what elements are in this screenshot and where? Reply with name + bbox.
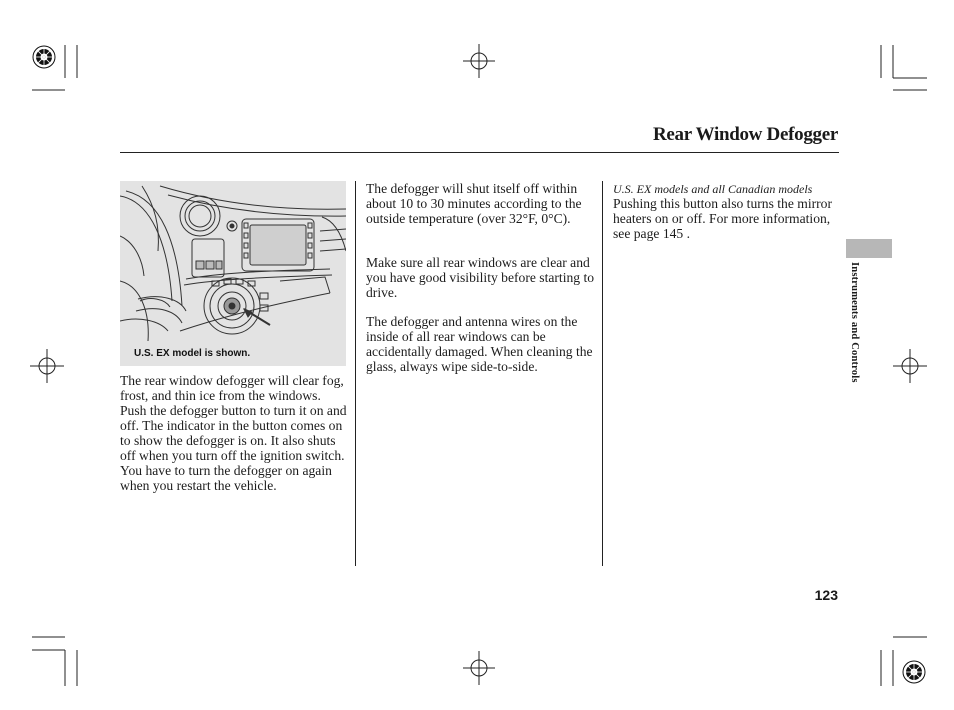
registration-target-top-left [33,46,55,68]
body-paragraph-wire-care: The defogger and antenna wires on the inside of all rear windows can be accidentally damaged. When cleaning the glass, always wipe side-to-side. [366,314,593,374]
body-paragraph-mirror-heaters: Pushing this button also turns the mirror heaters on or off. For more information, see page 145 . [613,196,833,241]
model-note-heading: U.S. EX models and all Canadian models [613,182,813,196]
body-paragraph-auto-shutoff: The defogger will shut itself off within about 10 to 30 minutes according to the outside temperature (over 32°F, 0°C). [366,181,582,226]
section-tab [846,239,892,258]
page-number: 123 [814,587,838,603]
title-rule [120,152,839,153]
figure-caption: U.S. EX model is shown. [134,348,251,359]
page-title: Rear Window Defogger [652,124,838,145]
body-paragraph-defogger-usage: The rear window defogger will clear fog, frost, and thin ice from the windows. Push the defogger button to turn it on and off. The indicator in the button comes on to show the defogger is on. It also shuts off when you turn off the ignition switch. You have to turn the defogger on again when you restart the vehicle. [120,373,347,493]
section-tab-label: Instruments and Controls [849,262,860,383]
column-divider-1 [355,181,356,566]
dashboard-illustration [120,181,346,366]
registration-target-bottom-right [903,661,925,683]
dashboard-drawing [120,181,346,366]
column-divider-2 [602,181,603,566]
body-paragraph-visibility: Make sure all rear windows are clear and you have good visibility before starting to drive. [366,255,595,300]
